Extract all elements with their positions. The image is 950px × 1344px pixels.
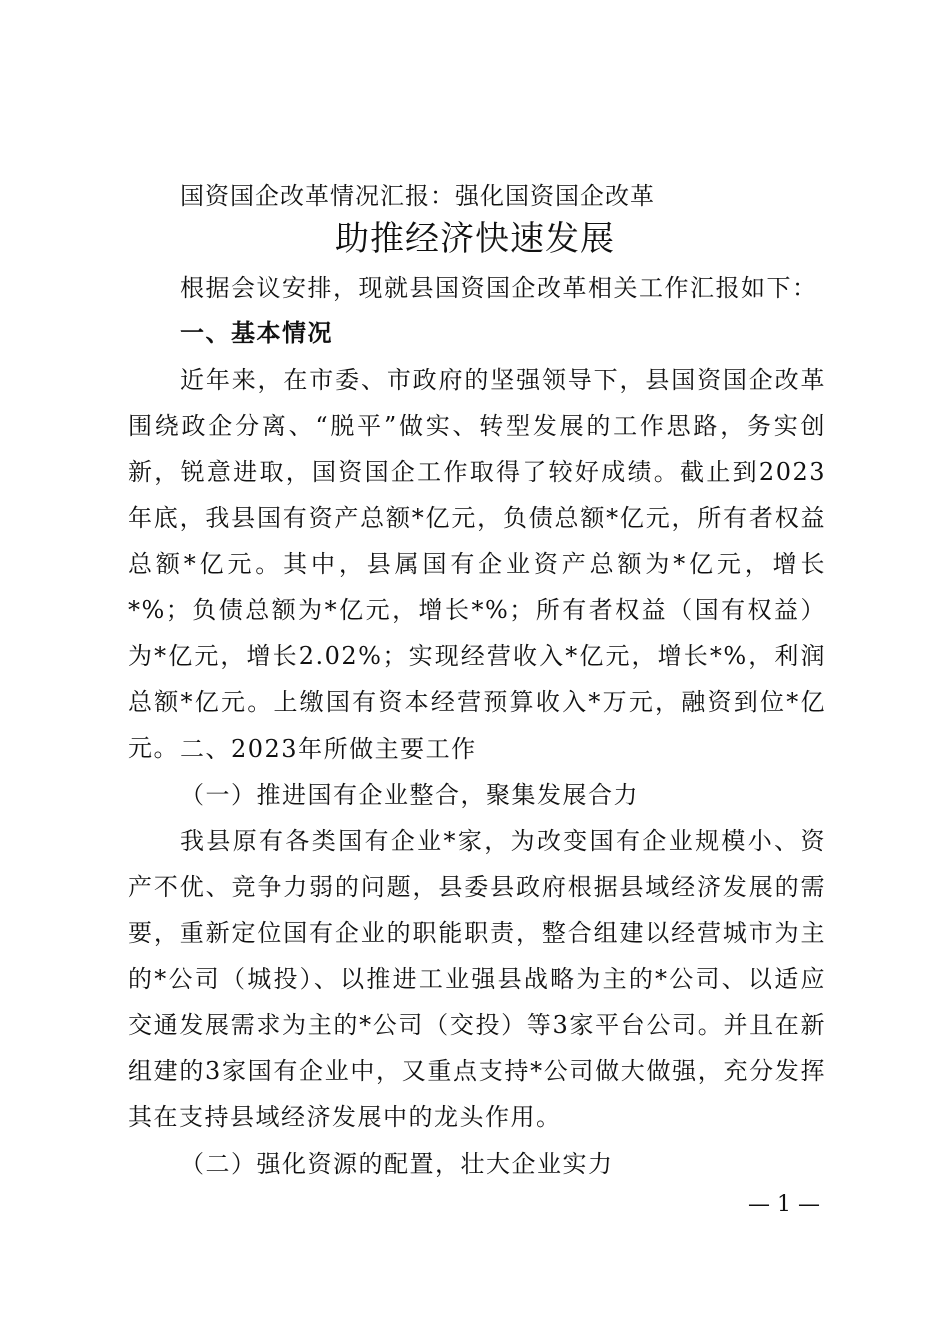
page-number: — 1 —	[748, 1192, 820, 1217]
subsection-2-heading: （二）强化资源的配置，壮大企业实力	[180, 1150, 614, 1178]
section-1-paragraph: 近年来，在市委、市政府的坚强领导下，县国资国企改革围绕政企分离、“脱平”做实、转型发展的工作思路，务实创新，锐意进取，国资国企工作取得了较好成绩。截止到2023年底，我县国有资产总额*亿元，负债总额*亿元，所有者权益总额*亿元。其中，县属国有企业资产总额为*亿元，增长*%；负债总额为*亿元，增长*%；所有者权益（国有权益）为*亿元，增长2.02%；实现经营收入*亿元，增长*%，利润总额*亿元。上缴国有资本经营预算收入*万元，融资到位*亿元。	[128, 366, 826, 762]
section-2-heading: 二、2023年所做主要工作	[180, 735, 477, 763]
subsection-1-heading: （一）推进国有企业整合，聚集发展合力	[180, 781, 639, 809]
document-title-line-1: 国资国企改革情况汇报：强化国资国企改革	[180, 182, 655, 210]
intro-paragraph: 根据会议安排，现就县国资国企改革相关工作汇报如下：	[180, 274, 818, 302]
section-1-heading: 一、基本情况	[180, 318, 333, 347]
subsection-1-paragraph: 我县原有各类国有企业*家，为改变国有企业规模小、资产不优、竞争力弱的问题，县委县政府根据县域经济发展的需要，重新定位国有企业的职能职责，整合组建以经营城市为主的*公司（城投）、以推进工业强县战略为主的*公司、以适应交通发展需求为主的*公司（交投）等3家平台公司。并且在新组建的3家国有企业中，又重点支持*公司做大做强，充分发挥其在支持县域经济发展中的龙头作用。	[128, 827, 826, 1131]
document-title-line-2: 助推经济快速发展	[335, 219, 615, 259]
